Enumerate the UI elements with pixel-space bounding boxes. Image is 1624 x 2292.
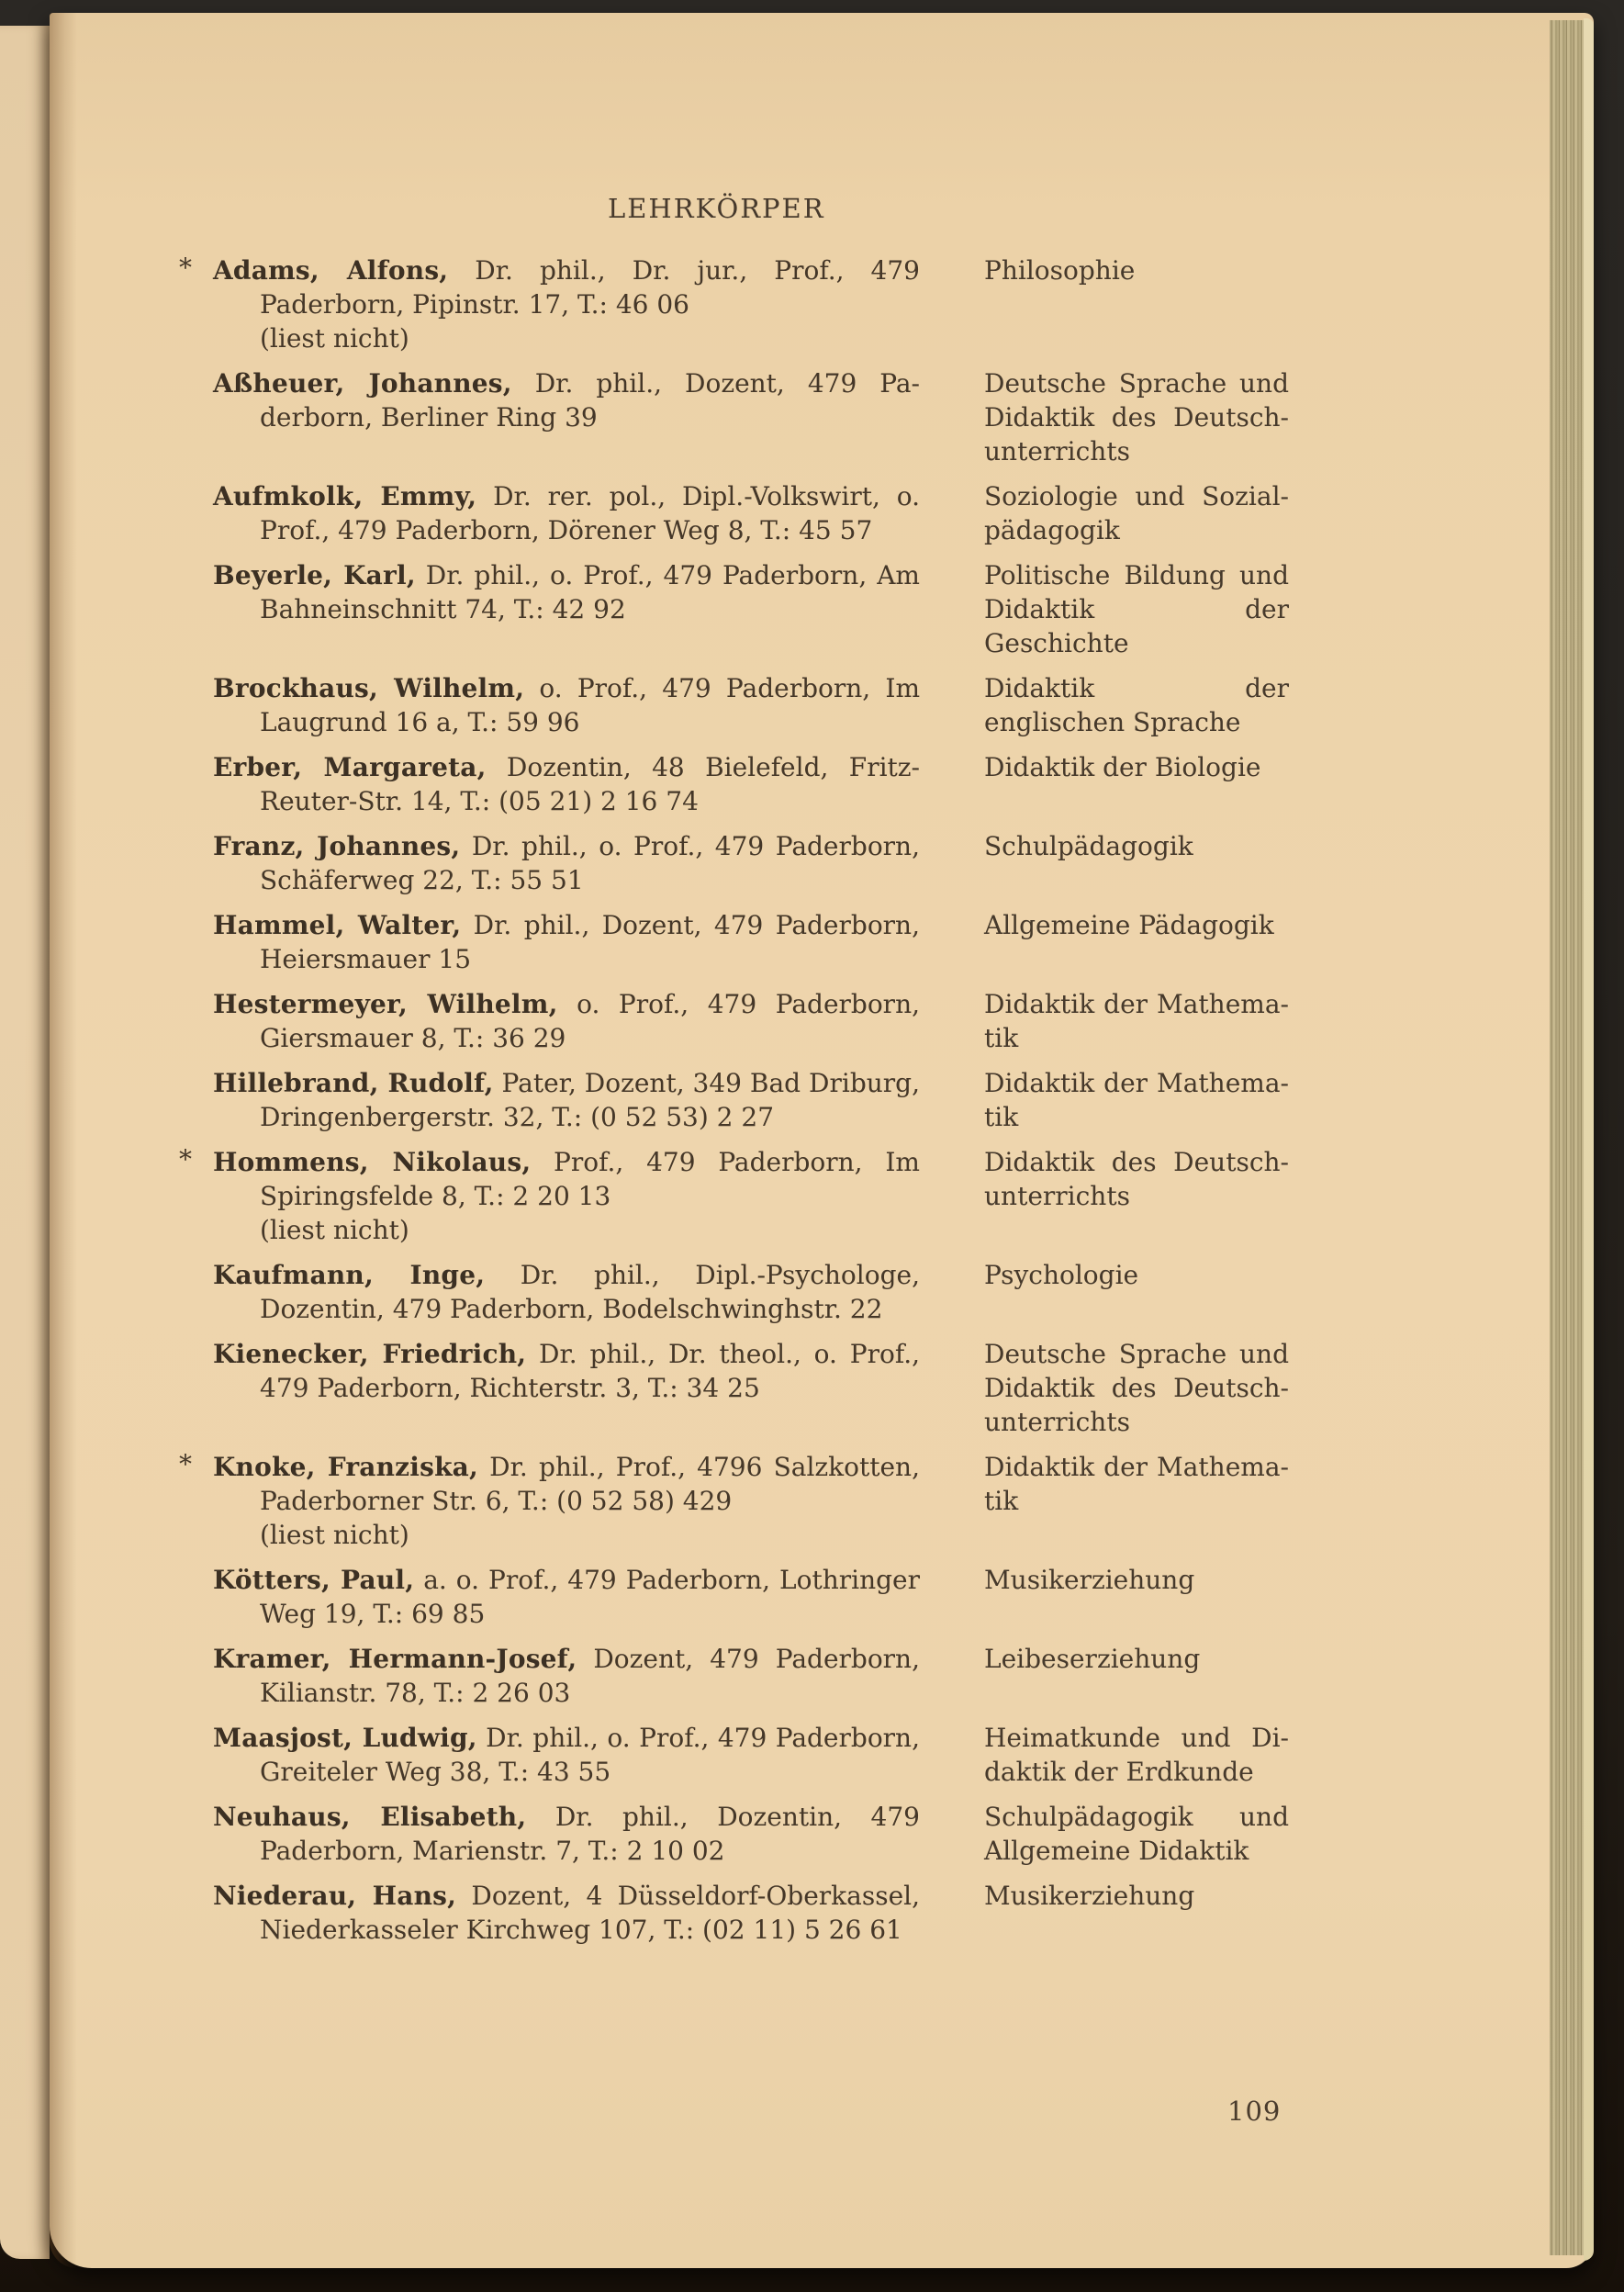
person-details: Dr. phil., Dozent, 479 Paderborn, Heiersmauer 15 — [260, 910, 920, 974]
person-details: Dr. phil., o. Prof., 479 Paderborn, Greiteler Weg 38, T.: 43 55 — [260, 1723, 920, 1787]
entry-address-block — [213, 479, 920, 547]
entry-address-block — [213, 829, 920, 897]
subject-area: Philosophie — [984, 255, 1136, 286]
directory-entry — [213, 1337, 1289, 1439]
previous-page-edge — [0, 26, 50, 2259]
subject-area: Musikerziehung — [984, 1565, 1195, 1595]
directory-entry — [213, 479, 1289, 547]
asterisk-marker: * — [179, 1144, 192, 1174]
person-name: Aßheuer, Johannes, — [213, 368, 512, 399]
entry-address-block — [213, 750, 920, 818]
page-number: 109 — [1227, 2095, 1282, 2127]
directory-entry — [213, 1066, 1289, 1134]
directory-entry — [213, 1800, 1289, 1868]
entry-address — [213, 908, 920, 976]
book-page — [50, 13, 1594, 2268]
lecture-note: (liest nicht) — [260, 323, 409, 354]
entry-address — [213, 558, 920, 626]
directory-entry — [179, 1144, 1289, 1247]
directory-entry — [213, 1879, 1289, 1947]
entry-address-block — [213, 671, 920, 739]
person-name: Neuhaus, Elisabeth, — [213, 1802, 527, 1832]
entry-address-block — [213, 987, 920, 1055]
person-details: Dr. rer. pol., Dipl.-Volkswirt, o. Prof., 479 Paderborn, Dörener Weg 8, T.: 45 57 — [260, 481, 920, 545]
entry-address — [213, 1258, 920, 1326]
entry-address-block — [213, 1721, 920, 1789]
person-name: Hammel, Walter, — [213, 910, 462, 940]
asterisk-marker: * — [179, 253, 192, 283]
entry-address — [213, 1800, 920, 1868]
subject-area: Heimatkunde und Didaktik der Erdkunde — [984, 1723, 1289, 1787]
person-name: Kramer, Hermann-Josef, — [213, 1644, 577, 1674]
person-details: Dr. phil., o. Prof., 479 Paderborn, Schäferweg 22, T.: 55 51 — [260, 831, 920, 895]
person-details: Pater, Dozent, 349 Bad Driburg, Dringenbergerstr. 32, T.: (0 52 53) 2 27 — [260, 1068, 920, 1132]
subject-area: Didaktik der Mathematik — [984, 1452, 1289, 1516]
subject-area: Psychologie — [984, 1260, 1139, 1290]
person-details: Prof., 479 Paderborn, Im Spiringsfelde 8, T.: 2 20 13 — [260, 1147, 920, 1211]
person-details: Dr. phil., Dozentin, 479 Paderborn, Marienstr. 7, T.: 2 10 02 — [260, 1802, 920, 1866]
subject-area: Didaktik der Mathematik — [984, 1068, 1289, 1132]
person-details: Dr. phil., Dr. jur., Prof., 479 Paderborn, Pipinstr. 17, T.: 46 06 — [260, 255, 920, 320]
person-name: Hommens, Nikolaus, — [213, 1147, 532, 1177]
entry-address-block — [213, 1066, 920, 1134]
entry-address-block — [213, 1642, 920, 1710]
subject-area: Deutsche Sprache und Didaktik des Deutschunterrichts — [984, 1339, 1289, 1437]
lecture-note: (liest nicht) — [260, 1520, 409, 1550]
subject-area: Didaktik des Deutschunterrichts — [984, 1147, 1289, 1211]
fore-edge-pages — [1550, 20, 1585, 2255]
person-name: Erber, Margareta, — [213, 752, 487, 782]
lecture-note: (liest nicht) — [260, 1215, 409, 1245]
person-name: Hestermeyer, Wilhelm, — [213, 989, 558, 1019]
entry-address — [213, 1642, 920, 1710]
page-header-lehrkoerper: LEHRKÖRPER — [608, 193, 825, 224]
entry-address — [213, 253, 920, 321]
directory-entry — [213, 671, 1289, 739]
person-details: Dozent, 4 Düsseldorf-Oberkassel, Niederkasseler Kirchweg 107, T.: (02 11) 5 26 61 — [260, 1881, 920, 1945]
person-name: Aufmkolk, Emmy, — [213, 481, 477, 511]
subject-area: Schulpädagogik und Allgemeine Didaktik — [984, 1802, 1289, 1866]
directory-entry — [213, 908, 1289, 976]
asterisk-marker: * — [179, 1449, 192, 1479]
entry-address-block — [213, 1879, 920, 1947]
directory-entry — [213, 1721, 1289, 1789]
person-details: o. Prof., 479 Paderborn, Giersmauer 8, T.: 36 29 — [260, 989, 920, 1053]
directory-entry — [213, 829, 1289, 897]
entry-address — [213, 671, 920, 739]
directory-list — [179, 253, 1289, 1958]
person-details: Dr. phil., Dozent, 479 Paderborn, Berliner Ring 39 — [260, 368, 920, 433]
directory-entry — [213, 1563, 1289, 1631]
subject-area: Allgemeine Pädagogik — [984, 910, 1274, 940]
person-name: Kötters, Paul, — [213, 1565, 415, 1595]
directory-entry — [179, 1449, 1289, 1552]
subject-area: Schulpädagogik — [984, 831, 1193, 861]
person-name: Adams, Alfons, — [213, 255, 449, 286]
entry-address — [213, 1066, 920, 1134]
directory-entry — [213, 558, 1289, 660]
subject-area: Soziologie und Sozialpädagogik — [984, 481, 1289, 545]
person-details: o. Prof., 479 Paderborn, Im Laugrund 16 a, T.: 59 96 — [260, 673, 920, 737]
directory-entry — [213, 366, 1289, 468]
fore-edge-outer — [1584, 18, 1594, 2261]
person-details: Dr. phil., Prof., 4796 Salzkotten, Paderborner Str. 6, T.: (0 52 58) 429 — [260, 1452, 920, 1516]
directory-entry — [213, 1258, 1289, 1326]
person-name: Beyerle, Karl, — [213, 560, 416, 590]
entry-address — [213, 750, 920, 818]
subject-area: Musikerziehung — [984, 1881, 1195, 1911]
person-name: Hillebrand, Rudolf, — [213, 1068, 494, 1098]
person-details: Dr. phil., o. Prof., 479 Paderborn, Am Bahneinschnitt 74, T.: 42 92 — [260, 560, 920, 624]
entry-address — [213, 1721, 920, 1789]
entry-address — [213, 1879, 920, 1947]
person-details: a. o. Prof., 479 Paderborn, Lothringer Weg 19, T.: 69 85 — [260, 1565, 920, 1629]
subject-area: Leibeserziehung — [984, 1644, 1201, 1674]
person-name: Maasjost, Ludwig, — [213, 1723, 477, 1753]
entry-address — [213, 1563, 920, 1631]
entry-address-block — [213, 1337, 920, 1405]
directory-entry — [213, 1642, 1289, 1710]
entry-address-block — [213, 1800, 920, 1868]
entry-address-block — [213, 1563, 920, 1631]
subject-area: Didaktik der Mathematik — [984, 989, 1289, 1053]
entry-address — [213, 1145, 920, 1213]
person-details: Dozentin, 48 Bielefeld, Fritz-Reuter-Str. 14, T.: (05 21) 2 16 74 — [260, 752, 920, 816]
entry-address — [213, 1450, 920, 1518]
entry-address-block — [179, 253, 920, 355]
gutter-shadow — [50, 13, 77, 2268]
person-name: Kaufmann, Inge, — [213, 1260, 486, 1290]
entry-address — [213, 366, 920, 434]
person-details: Dozent, 479 Paderborn, Kilianstr. 78, T.: 2 26 03 — [260, 1644, 920, 1708]
entry-address-block — [213, 366, 920, 434]
entry-address — [213, 1337, 920, 1405]
person-details: Dr. phil., Dipl.-Psychologe, Dozentin, 479 Paderborn, Bodelschwinghstr. 22 — [260, 1260, 920, 1324]
entry-address — [213, 987, 920, 1055]
person-name: Niederau, Hans, — [213, 1881, 457, 1911]
person-details: Dr. phil., Dr. theol., o. Prof., 479 Paderborn, Richterstr. 3, T.: 34 25 — [260, 1339, 920, 1403]
entry-address-block — [213, 908, 920, 976]
entry-address — [213, 829, 920, 897]
directory-entry — [213, 987, 1289, 1055]
subject-area: Didaktik der englischen Sprache — [984, 673, 1289, 737]
subject-area: Deutsche Sprache und Didaktik des Deutschunterrichts — [984, 368, 1289, 466]
entry-address-block — [179, 1449, 920, 1552]
entry-address-block — [179, 1144, 920, 1247]
entry-address — [213, 479, 920, 547]
entry-address-block — [213, 1258, 920, 1326]
person-name: Kienecker, Friedrich, — [213, 1339, 527, 1369]
directory-entry — [179, 253, 1289, 355]
person-name: Knoke, Franziska, — [213, 1452, 478, 1482]
subject-area: Politische Bildung und Didaktik der Geschichte — [984, 560, 1289, 658]
person-name: Franz, Johannes, — [213, 831, 461, 861]
person-name: Brockhaus, Wilhelm, — [213, 673, 525, 703]
subject-area: Didaktik der Biologie — [984, 752, 1261, 782]
entry-address-block — [213, 558, 920, 626]
directory-entry — [213, 750, 1289, 818]
